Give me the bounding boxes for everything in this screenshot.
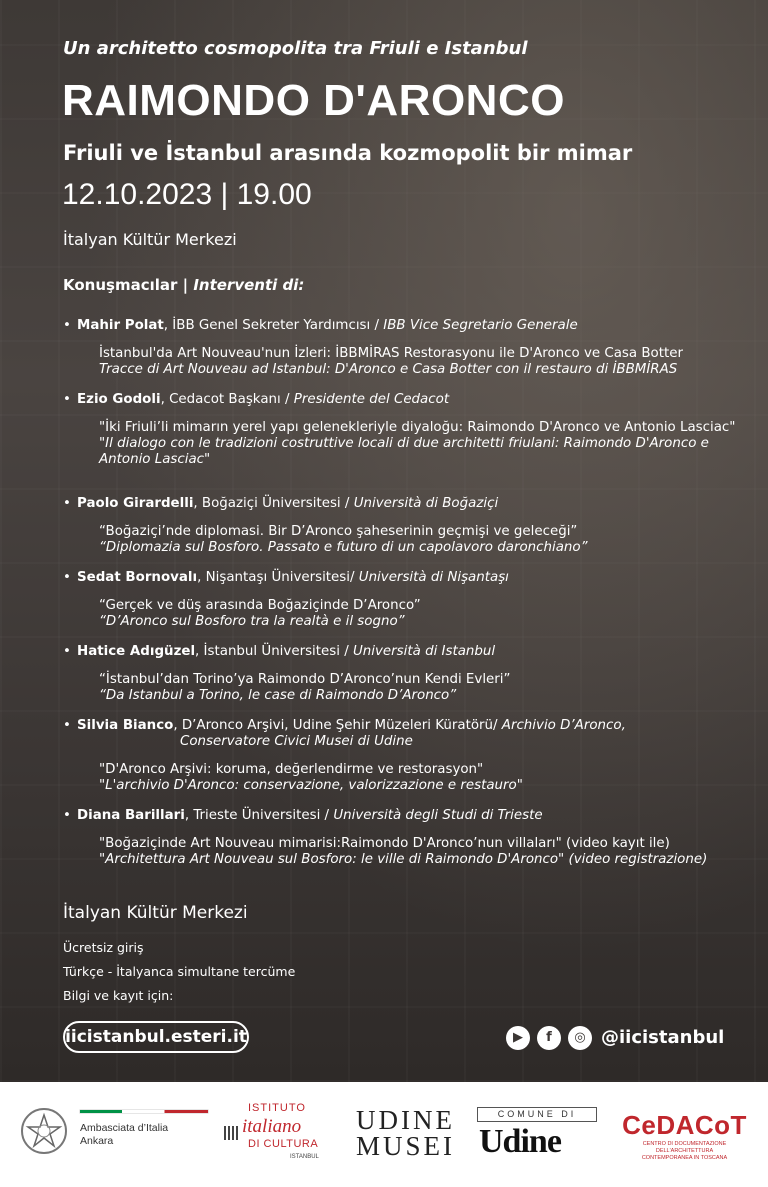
speaker-name: Ezio Godoli: [77, 392, 161, 407]
talk-title-it: “Da Istanbul a Torino, le case di Raimondo D’Aronco”: [99, 688, 457, 703]
subtitle-italian: Un architetto cosmopolita tra Friuli e Istanbul: [63, 38, 528, 59]
social-handle[interactable]: @iicistanbul: [601, 1027, 725, 1048]
bullet-icon: •: [63, 644, 71, 659]
talk-title-tr: “Gerçek ve düş arasında Boğaziçinde D’Aronco”: [99, 598, 421, 613]
bullet-icon: •: [63, 496, 71, 511]
talk-title-tr: "İki Friuli’li mimarın yerel yapı gelenekleriyle diyaloğu: Raimondo D'Aronco ve Antonio Lasciac": [99, 420, 736, 435]
bullet-icon: •: [63, 808, 71, 823]
instagram-icon[interactable]: ◎: [568, 1026, 592, 1050]
registration-info-text: Bilgi ve kayıt için:: [63, 988, 174, 1003]
event-venue: İtalyan Kültür Merkezi: [63, 230, 237, 249]
speaker-item: • Mahir Polat, İBB Genel Sekreter Yardımcısı / IBB Vice Segretario Generale İstanbul'da Art Nouveau'nun İzleri: İBBMİRAS Restorasyonu ile D'Aronco ve Casa Botter Tracce di Art Nouveau ad Istanbul: D'Aronco e Casa Botter con il restauro di İBBMİRAS: [63, 318, 743, 378]
bullet-icon: •: [63, 318, 71, 333]
speaker-item: • Sedat Bornovalı, Nişantaşı Üniversitesi/ Università di Nişantaşı “Gerçek ve düş arasında Boğaziçinde D’Aronco” “D’Aronco sul Bosforo tra la realtà e il sogno”: [63, 570, 743, 630]
bullet-icon: •: [63, 570, 71, 585]
talk-title-tr: “İstanbul’dan Torino’ya Raimondo D’Aronco’nun Kendi Evleri”: [99, 672, 511, 687]
subtitle-turkish: Friuli ve İstanbul arasında kozmopolit bir mimar: [63, 141, 633, 165]
bullet-icon: •: [63, 718, 71, 733]
speaker-name: Hatice Adıgüzel: [77, 644, 196, 659]
speaker-name: Diana Barillari: [77, 808, 185, 823]
talk-title-tr: “Boğaziçi’nde diplomasi. Bir D’Aronco şaheserinin geçmişi ve geleceği”: [99, 524, 578, 539]
facebook-icon[interactable]: f: [537, 1026, 561, 1050]
website-link[interactable]: iicistanbul.esteri.it: [63, 1021, 249, 1053]
udine-musei-logo: UDINE MUSEI: [356, 1105, 456, 1161]
speaker-name: Sedat Bornovalı: [77, 570, 198, 585]
iic-grid-icon: [224, 1126, 238, 1140]
speaker-item: • Diana Barillari, Trieste Üniversitesi / Università degli Studi di Trieste "Boğaziçinde Art Nouveau mimarisi:Raimondo D'Aronco’nun villaları" (video kayıt ile) "Architettura Art Nouveau sul Bosforo: le ville di Raimondo D'Aronco" (video registrazione): [63, 808, 743, 868]
speaker-name: Mahir Polat: [77, 318, 164, 333]
italian-republic-emblem-icon: [18, 1103, 70, 1159]
bullet-icon: •: [63, 392, 71, 407]
talk-title-tr: "D'Aronco Arşivi: koruma, değerlendirme ve restorasyon": [99, 762, 484, 777]
speakers-heading: Konuşmacılar | Interventi di:: [63, 276, 305, 294]
talk-title-it: "Il dialogo con le tradizioni costruttive locali di due architetti friulani: Raimondo D'Aronco e Antonio Lasciac": [99, 436, 709, 467]
speaker-item: • Hatice Adıgüzel, İstanbul Üniversitesi / Università di Istanbul “İstanbul’dan Torino’ya Raimondo D’Aronco’nun Kendi Evleri” “Da Istanbul a Torino, le case di Raimondo D’Aronco”: [63, 644, 743, 704]
talk-title-it: "Architettura Art Nouveau sul Bosforo: le ville di Raimondo D'Aronco" (video registrazione): [99, 852, 708, 867]
talk-title-it: “Diplomazia sul Bosforo. Passato e futuro di un capolavoro daronchiano”: [99, 540, 588, 555]
speaker-item: • Silvia Bianco, D’Aronco Arşivi, Udine Şehir Müzeleri Küratörü/ Archivio D’Aronco, Conservatore Civici Musei di Udine "D'Aronco Arşivi: koruma, değerlendirme ve restorasyon" "L'archivio D'Aronco: conservazione, valorizzazione e restauro": [63, 718, 743, 794]
speaker-item: • Paolo Girardelli, Boğaziçi Üniversitesi / Università di Boğaziçi “Boğaziçi’nde diplomasi. Bir D’Aronco şaheserinin geçmişi ve geleceği” “Diplomazia sul Bosforo. Passato e futuro di un capolavoro daronchiano”: [63, 496, 743, 556]
talk-title-it: "L'archivio D'Aronco: conservazione, valorizzazione e restauro": [99, 778, 523, 793]
talk-title-it: “D’Aronco sul Bosforo tra la realtà e il sogno”: [99, 614, 405, 629]
footer-venue: İtalyan Kültür Merkezi: [63, 903, 248, 923]
partner-logos-bar: [0, 1082, 768, 1187]
italian-flag-bar: [80, 1110, 208, 1113]
talk-title-tr: "Boğaziçinde Art Nouveau mimarisi:Raimondo D'Aronco’nun villaları" (video kayıt ile): [99, 836, 670, 851]
youtube-icon[interactable]: ▶: [506, 1026, 530, 1050]
speaker-role-continued: Conservatore Civici Musei di Udine: [180, 734, 413, 749]
talk-title-tr: İstanbul'da Art Nouveau'nun İzleri: İBBMİRAS Restorasyonu ile D'Aronco ve Casa Botter: [99, 346, 683, 361]
speaker-item: • Ezio Godoli, Cedacot Başkanı / Presidente del Cedacot "İki Friuli’li mimarın yerel yapı gelenekleriyle diyaloğu: Raimondo D'Aronco ve Antonio Lasciac" "Il dialogo con le tradizioni costruttive locali di due architetti friulani: Raimondo D'Aronco e Antonio Lasciac": [63, 392, 743, 468]
cedacot-logo: CeDACoT CENTRO DI DOCUMENTAZIONE DELL'ARCHITETTURA CONTEMPORANEA IN TOSCANA: [622, 1110, 747, 1161]
istituto-italiano-di-cultura-logo: ISTITUTO italiano DI CULTURA ISTANBUL: [224, 1100, 344, 1170]
comune-di-udine-logo: COMUNE DI Udine: [477, 1107, 597, 1169]
page-title: RAIMONDO D'ARONCO: [62, 76, 565, 125]
speaker-name: Silvia Bianco: [77, 718, 174, 733]
embassy-logo: Ambasciata d’Italia Ankara: [80, 1122, 169, 1147]
speaker-name: Paolo Girardelli: [77, 496, 194, 511]
free-entry-text: Ücretsiz giriş: [63, 940, 144, 955]
talk-title-it: Tracce di Art Nouveau ad Istanbul: D'Aronco e Casa Botter con il restauro di İBBMİRAS: [99, 362, 678, 377]
event-datetime: 12.10.2023 | 19.00: [62, 178, 312, 211]
translation-text: Türkçe - İtalyanca simultane tercüme: [63, 964, 296, 979]
